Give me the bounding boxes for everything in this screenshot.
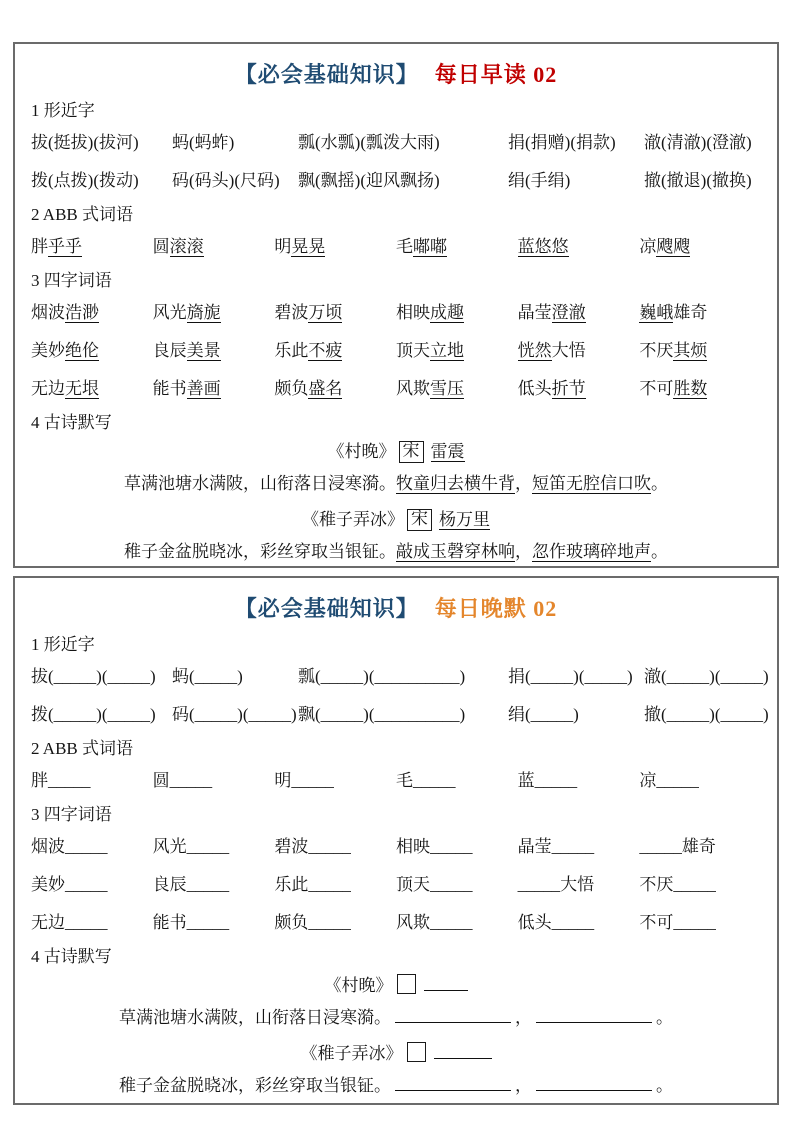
abb-word-blank: 圆_____ xyxy=(152,771,213,790)
char-entry-blank: 绢(_____) xyxy=(508,705,579,724)
char-entry: 拨(点拨)(拨动) xyxy=(31,171,139,190)
four-char-word-blank: 低头_____ xyxy=(517,913,595,932)
char-entry-blank: 捐(_____)(_____) xyxy=(508,667,633,686)
poem-header xyxy=(31,439,761,465)
four-char-word-blank: 风光_____ xyxy=(152,837,230,856)
evening-panel xyxy=(13,576,779,1105)
four-char-word: 顶天立地 xyxy=(395,341,464,360)
similar-chars-grid xyxy=(31,131,761,193)
answer-blank xyxy=(536,1007,652,1023)
dynasty-box: 宋 xyxy=(407,509,432,531)
abb-word: 毛嘟嘟 xyxy=(395,237,447,256)
char-entry: 澈(清澈)(澄澈) xyxy=(644,133,752,152)
char-entry: 码(码头)(尺码) xyxy=(172,171,280,190)
poem-text: 稚子金盆脱晓冰，彩丝穿取当银钲。敲成玉磬穿林响，忽作玻璃碎地声。 xyxy=(124,542,668,561)
answer-blank xyxy=(395,1075,511,1091)
abb-words-blank-grid xyxy=(31,769,761,793)
section-label-similar-chars: 1 形近字 xyxy=(31,635,95,654)
four-char-word-blank: _____大悟 xyxy=(517,875,595,894)
panel-title-session: 每日晚默 02 xyxy=(434,596,558,621)
four-char-word: 能书善画 xyxy=(152,379,221,398)
four-char-words-blank-grid xyxy=(31,835,761,935)
abb-word: 蓝悠悠 xyxy=(517,237,569,256)
dynasty-box-blank xyxy=(397,974,416,994)
four-char-word-blank: 相映_____ xyxy=(395,837,473,856)
dynasty-box: 宋 xyxy=(399,441,424,463)
four-char-word: 低头折节 xyxy=(517,379,586,398)
poem-author: 杨万里 xyxy=(439,510,490,529)
section-label-four-char-words: 3 四字词语 xyxy=(31,271,112,290)
four-char-word: 风光旖旎 xyxy=(152,303,221,322)
poem-title: 《村晚》 xyxy=(324,976,393,995)
four-char-word: 良辰美景 xyxy=(152,341,221,360)
four-char-word-blank: 颇负_____ xyxy=(274,913,351,932)
char-entry-blank: 码(_____)(_____) xyxy=(172,705,297,724)
char-entry-blank: 拔(_____)(_____) xyxy=(31,667,156,686)
four-char-word-blank: 顶天_____ xyxy=(395,875,473,894)
four-char-word: 碧波万顷 xyxy=(274,303,343,322)
four-char-word: 不厌其烦 xyxy=(639,341,708,360)
poems-block xyxy=(31,439,761,565)
char-entry: 瓢(水瓢)(瓢泼大雨) xyxy=(298,133,440,152)
morning-panel-title xyxy=(31,58,761,89)
abb-word-blank: 毛_____ xyxy=(395,771,456,790)
section-label-abb-words: 2 ABB 式词语 xyxy=(31,739,134,758)
poem-title: 《稚子弄冰》 xyxy=(302,510,404,529)
char-entry-blank: 瓢(_____)(__________) xyxy=(298,667,466,686)
poem-title: 《村晚》 xyxy=(327,442,396,461)
dynasty-box-blank xyxy=(407,1042,426,1062)
char-entry-blank: 撤(_____)(_____) xyxy=(644,705,769,724)
four-char-word: 不可胜数 xyxy=(639,379,708,398)
abb-word: 明晃晃 xyxy=(274,237,326,256)
panel-title-bracket: 【必会基础知识】 xyxy=(234,62,419,87)
char-entry-blank: 澈(_____)(_____) xyxy=(644,667,769,686)
four-char-word-blank: 美妙_____ xyxy=(31,875,108,894)
char-entry: 飘(飘摇)(迎风飘扬) xyxy=(298,171,440,190)
four-char-word-blank: _____雄奇 xyxy=(639,837,716,856)
similar-chars-blank-grid xyxy=(31,665,769,727)
poem-header xyxy=(31,1041,761,1067)
poem-text: 稚子金盆脱晓冰，彩丝穿取当银钲。 ， 。 xyxy=(119,1076,673,1095)
char-entry: 捐(捐赠)(捐款) xyxy=(508,133,616,152)
abb-word-blank: 蓝_____ xyxy=(517,771,578,790)
four-char-word: 烟波浩渺 xyxy=(31,303,99,322)
abb-word-blank: 胖_____ xyxy=(31,771,91,790)
morning-panel xyxy=(13,42,779,568)
char-entry: 绢(手绢) xyxy=(508,171,571,190)
char-entry: 蚂(蚂蚱) xyxy=(172,133,235,152)
four-char-word: 晶莹澄澈 xyxy=(517,303,586,322)
author-blank xyxy=(424,975,468,991)
section-label-similar-chars: 1 形近字 xyxy=(31,101,95,120)
four-char-word-blank: 乐此_____ xyxy=(274,875,351,894)
four-char-word: 无边无垠 xyxy=(31,379,99,398)
answer-blank xyxy=(536,1075,652,1091)
poem-title: 《稚子弄冰》 xyxy=(300,1044,403,1063)
abb-word-blank: 凉_____ xyxy=(639,771,699,790)
four-char-word-blank: 能书_____ xyxy=(152,913,230,932)
four-char-word-blank: 良辰_____ xyxy=(152,875,230,894)
abb-word: 凉飕飕 xyxy=(639,237,691,256)
section-label-four-char-words: 3 四字词语 xyxy=(31,805,112,824)
char-entry-blank: 飘(_____)(__________) xyxy=(298,705,466,724)
section-label-poem-dictation: 4 古诗默写 xyxy=(31,413,112,432)
evening-panel-title xyxy=(31,592,761,623)
poem-text: 草满池塘水满陂，山衔落日浸寒漪。 ， 。 xyxy=(119,1008,673,1027)
four-char-word-blank: 无边_____ xyxy=(31,913,108,932)
panel-title-bracket: 【必会基础知识】 xyxy=(234,596,419,621)
answer-blank xyxy=(395,1007,511,1023)
char-entry-blank: 拨(_____)(_____) xyxy=(31,705,156,724)
abb-word-blank: 明_____ xyxy=(274,771,334,790)
poem-header xyxy=(31,507,761,533)
four-char-word-blank: 碧波_____ xyxy=(274,837,351,856)
four-char-words-grid xyxy=(31,301,761,401)
four-char-word: 相映成趣 xyxy=(395,303,464,322)
four-char-word: 乐此不疲 xyxy=(274,341,343,360)
section-label-abb-words: 2 ABB 式词语 xyxy=(31,205,134,224)
four-char-word: 巍峨雄奇 xyxy=(639,303,708,322)
abb-words-grid xyxy=(31,235,761,259)
four-char-word: 美妙绝伦 xyxy=(31,341,99,360)
char-entry: 撤(撤退)(撤换) xyxy=(644,171,752,190)
abb-word: 圆滚滚 xyxy=(152,237,204,256)
abb-word: 胖乎乎 xyxy=(31,237,82,256)
four-char-word-blank: 风欺_____ xyxy=(395,913,473,932)
four-char-word-blank: 晶莹_____ xyxy=(517,837,595,856)
poem-author: 雷震 xyxy=(430,442,465,461)
four-char-word: 颇负盛名 xyxy=(274,379,343,398)
author-blank xyxy=(434,1043,492,1059)
four-char-word-blank: 不厌_____ xyxy=(639,875,716,894)
four-char-word-blank: 不可_____ xyxy=(639,913,716,932)
panel-title-session: 每日早读 02 xyxy=(434,62,558,87)
four-char-word: 恍然大悟 xyxy=(517,341,586,360)
poems-block xyxy=(31,973,761,1099)
four-char-word: 风欺雪压 xyxy=(395,379,464,398)
poem-header xyxy=(31,973,761,999)
poem-text: 草满池塘水满陂，山衔落日浸寒漪。牧童归去横牛背，短笛无腔信口吹。 xyxy=(124,474,668,493)
four-char-word-blank: 烟波_____ xyxy=(31,837,108,856)
char-entry-blank: 蚂(_____) xyxy=(172,667,243,686)
section-label-poem-dictation: 4 古诗默写 xyxy=(31,947,112,966)
char-entry: 拔(挺拔)(拔河) xyxy=(31,133,139,152)
